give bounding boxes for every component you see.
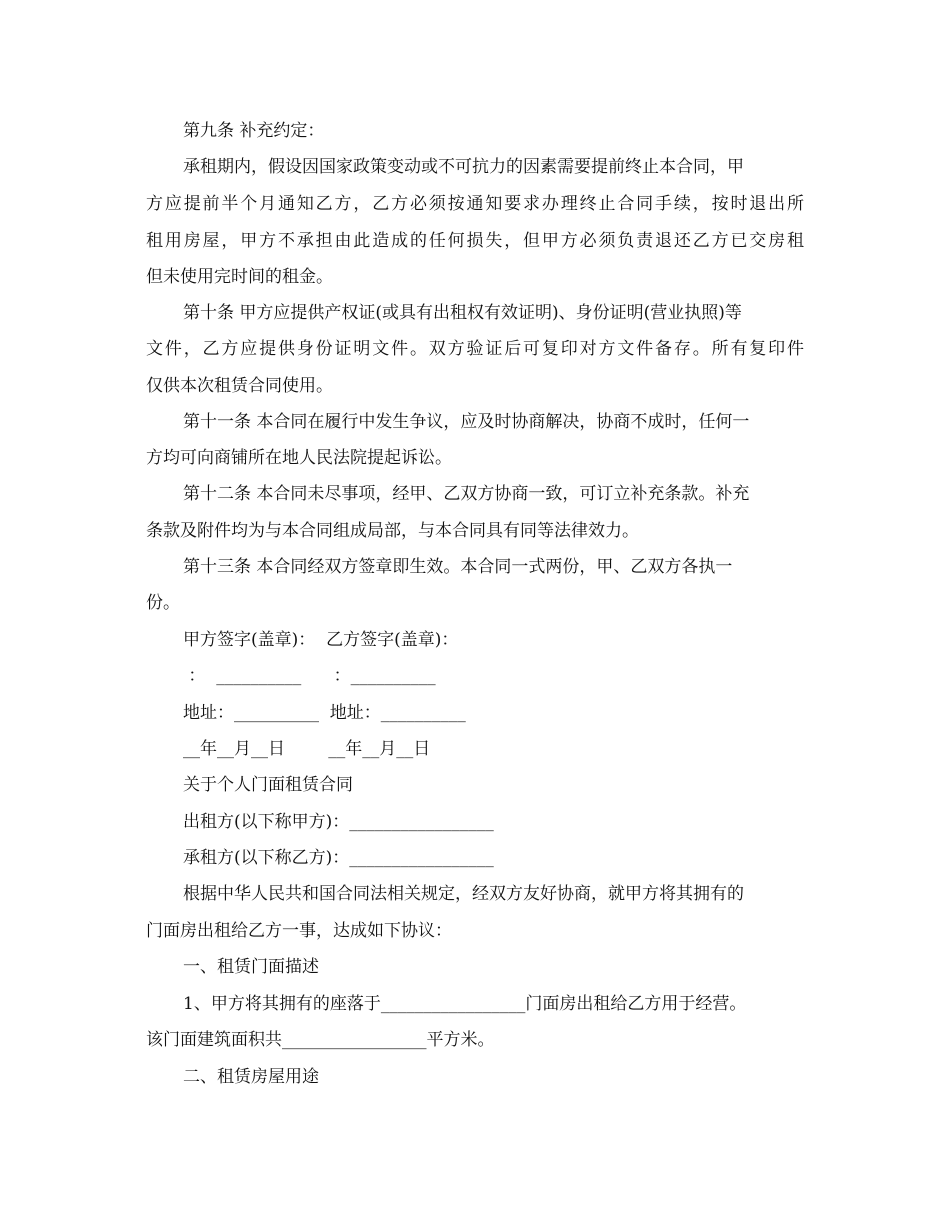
section-heading: 一、租赁门面描述 xyxy=(183,957,319,977)
article9-text: 租用房屋，甲方不承担由此造成的任何损失，但甲方必须负责退还乙方已交房租 xyxy=(146,231,804,251)
article13-text: 份。 xyxy=(146,593,180,613)
article11-text: 第十一条 本合同在履行中发生争议，应及时协商解决，协商不成时，任何一 xyxy=(183,412,750,432)
article12-text: 条款及附件均为与本合同组成局部，与本合同具有同等法律效力。 xyxy=(146,521,639,541)
address-line: 地址：__________ 地址：__________ xyxy=(183,703,466,723)
article11-text: 方均可向商铺所在地人民法院提起诉讼。 xyxy=(146,448,452,468)
lessee-line: 承租方(以下称乙方)：_________________ xyxy=(183,848,494,868)
article9-title: 第九条 补充约定： xyxy=(183,121,325,141)
section-item: 该门面建筑面积共_________________平方米。 xyxy=(146,1030,495,1050)
contract-title: 关于个人门面租赁合同 xyxy=(183,775,353,795)
section-heading: 二、租赁房屋用途 xyxy=(183,1067,319,1087)
section-item: 1、甲方将其拥有的座落于_________________门面房出租给乙方用于经营。 xyxy=(183,994,747,1014)
signature-blank-line: ： __________ ：__________ xyxy=(183,666,436,686)
article9-text: 承租期内，假设因国家政策变动或不可抗力的因素需要提前终止本合同，甲 xyxy=(183,157,744,177)
article12-text: 第十二条 本合同未尽事项，经甲、乙双方协商一致，可订立补充条款。补充 xyxy=(183,484,750,504)
article13-text: 第十三条 本合同经双方签章即生效。本合同一式两份，甲、乙双方各执一 xyxy=(183,557,733,577)
article9-text: 但未使用完时间的租金。 xyxy=(146,267,333,287)
article10-text: 文件，乙方应提供身份证明文件。双方验证后可复印对方文件备存。所有复印件 xyxy=(146,339,804,359)
date-line: __年__月__日 __年__月__日 xyxy=(183,739,431,759)
article10-text: 第十条 甲方应提供产权证(或具有出租权有效证明)、身份证明(营业执照)等 xyxy=(183,303,742,323)
preamble-text: 门面房出租给乙方一事，达成如下协议： xyxy=(146,921,452,941)
preamble-text: 根据中华人民共和国合同法相关规定，经双方友好协商，就甲方将其拥有的 xyxy=(183,884,744,904)
signature-line: 甲方签字(盖章)： 乙方签字(盖章)： xyxy=(183,630,459,650)
article9-text: 方应提前半个月通知乙方，乙方必须按通知要求办理终止合同手续，按时退出所 xyxy=(146,194,804,214)
article10-text: 仅供本次租赁合同使用。 xyxy=(146,376,333,396)
lessor-line: 出租方(以下称甲方)：_________________ xyxy=(183,812,494,832)
